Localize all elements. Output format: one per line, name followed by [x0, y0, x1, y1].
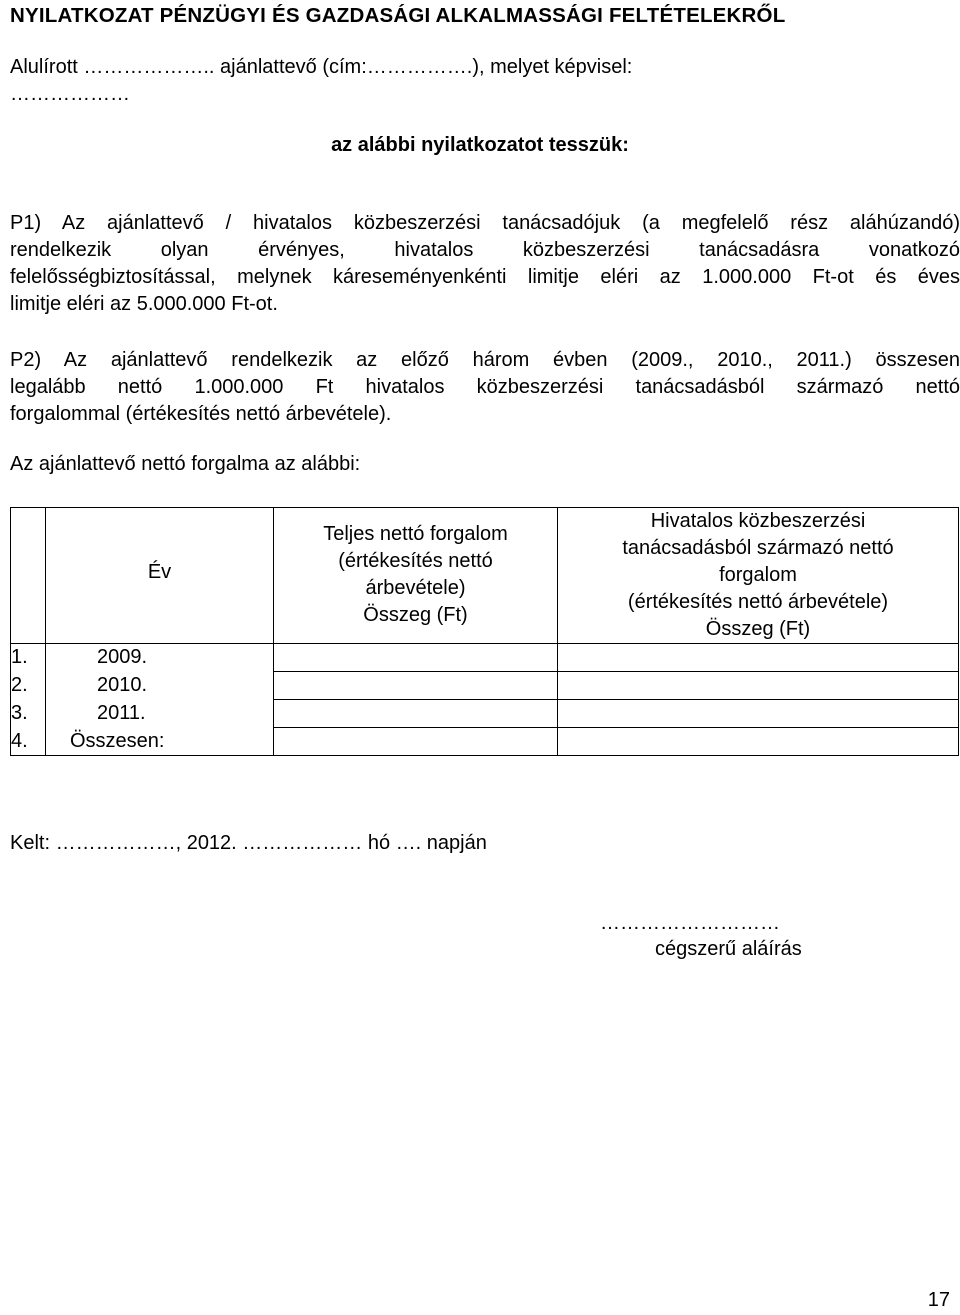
header-year-label: Év	[147, 561, 172, 583]
header-consulting-line: Összeg (Ft)	[705, 618, 811, 640]
header-total-line: Összeg (Ft)	[363, 604, 468, 626]
row-total[interactable]	[274, 700, 558, 728]
row-year: 2011.	[97, 701, 146, 724]
row-consulting[interactable]	[558, 728, 959, 756]
header-total-cell	[274, 508, 558, 644]
row-total[interactable]	[274, 644, 558, 672]
row-year: 2009.	[97, 646, 148, 668]
row-year-cell	[46, 700, 274, 728]
table-intro: Az ajánlattevő nettó forgalma az alábbi:	[10, 453, 361, 475]
header-num-cell	[11, 508, 46, 644]
p2-line: legalább nettó 1.000.000 Ft hivatalos közbeszerzési tanácsadásból származó nettó	[10, 376, 960, 398]
header-total-line: árbevétele)	[365, 577, 466, 599]
revenue-table	[10, 507, 959, 756]
row-year: 2010.	[97, 673, 148, 696]
intro-line-1: Alulírott ……………….. ajánlattevő (cím:…………….), melyet képvisel:	[10, 56, 633, 78]
p1-line: felelősségbiztosítással, melynek káreseményenkénti limitje eléri az 1.000.000 Ft-ot és éves	[10, 266, 960, 288]
p2-line: forgalommal (értékesítés nettó árbevétele).	[10, 403, 392, 425]
table-row	[11, 672, 959, 700]
header-consulting-line: tanácsadásból származó nettó	[622, 537, 894, 559]
signature-label: cégszerű aláírás	[655, 938, 802, 960]
row-num: 3.	[11, 700, 46, 728]
row-total[interactable]	[274, 672, 558, 700]
table-row	[11, 700, 959, 728]
table-row	[11, 644, 959, 672]
p1-line: P1) Az ajánlattevő / hivatalos közbeszerzési tanácsadójuk (a megfelelő rész aláhúzandó)	[10, 212, 960, 234]
row-consulting[interactable]	[558, 644, 959, 672]
row-consulting[interactable]	[558, 700, 959, 728]
row-year-cell	[46, 672, 274, 700]
table-header-row	[11, 508, 959, 644]
declaration-heading: az alábbi nyilatkozatot tesszük:	[331, 134, 629, 156]
paragraph-p1	[10, 210, 960, 318]
signature-dots: ………………………	[600, 912, 780, 934]
header-total-line: Teljes nettó forgalom	[323, 523, 508, 545]
header-consulting-line: forgalom	[719, 564, 797, 586]
row-year-cell	[46, 644, 274, 672]
header-consulting-line: (értékesítés nettó árbevétele)	[627, 591, 889, 613]
p2-line: P2) Az ajánlattevő rendelkezik az előző három évben (2009., 2010., 2011.) összesen	[10, 349, 960, 371]
header-consulting-cell	[558, 508, 959, 644]
date-line: Kelt: ………………, 2012. ……………… hó …. napján	[10, 832, 487, 854]
row-num: 2.	[11, 672, 46, 700]
page-number: 17	[927, 1289, 950, 1311]
header-year-cell	[46, 508, 274, 644]
row-year: Összesen:	[70, 729, 165, 752]
intro-line-2: ………………	[10, 83, 130, 105]
row-consulting[interactable]	[558, 672, 959, 700]
table-row	[11, 728, 959, 756]
p1-line: limitje eléri az 5.000.000 Ft-ot.	[10, 293, 278, 315]
header-total-line: (értékesítés nettó	[338, 550, 493, 572]
header-consulting-line: Hivatalos közbeszerzési	[650, 510, 866, 532]
row-year-cell	[46, 728, 274, 756]
row-num: 4.	[11, 728, 46, 756]
paragraph-p2	[10, 347, 960, 428]
row-num: 1.	[11, 644, 46, 672]
row-total[interactable]	[274, 728, 558, 756]
document-title: NYILATKOZAT PÉNZÜGYI ÉS GAZDASÁGI ALKALMASSÁGI FELTÉTELEKRŐL	[10, 4, 786, 27]
p1-line: rendelkezik olyan érvényes, hivatalos közbeszerzési tanácsadásra vonatkozó	[10, 239, 960, 261]
